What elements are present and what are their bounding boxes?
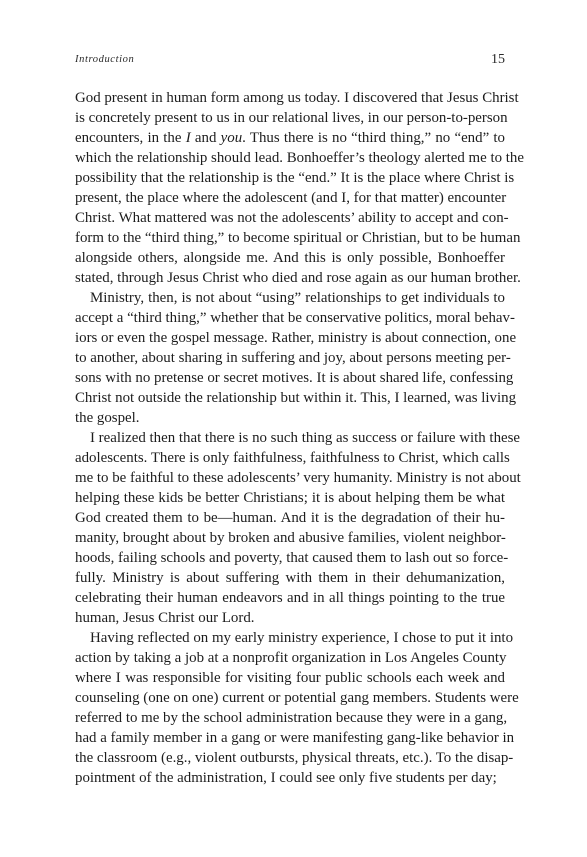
- text-line: [75, 208, 509, 228]
- text-line: [75, 188, 505, 208]
- page-number: 15: [491, 52, 505, 67]
- text-line: [75, 228, 521, 248]
- text-line: [75, 328, 517, 348]
- italic-text: I: [185, 130, 191, 146]
- text-run: celebrating their human endeavors and in all things pointing to the true: [75, 590, 505, 606]
- text-line: [75, 728, 515, 748]
- text-run: and: [190, 130, 221, 146]
- text-line: [75, 168, 515, 188]
- paragraph: [75, 88, 524, 288]
- text-run: the classroom (e.g., violent outbursts, physical threats, etc.). To the disap-: [75, 750, 514, 766]
- text-line: [75, 528, 505, 548]
- text-run: Christ not outside the relationship but within it. This, I learned, was living: [75, 390, 517, 406]
- running-head-title: Introduction: [75, 54, 135, 65]
- text-run: fully. Ministry is about suffering with them in their dehumanization,: [75, 570, 505, 586]
- text-line: [75, 688, 519, 708]
- text-line: [75, 608, 505, 628]
- text-run: Having reflected on my early ministry experience, I chose to put it into: [90, 630, 514, 646]
- text-run: pointment of the administration, I could see only five students per day;: [75, 770, 497, 786]
- text-run: counseling (one on one) current or potential gang members. Students were: [75, 690, 519, 706]
- text-run: human, Jesus Christ our Lord.: [75, 610, 255, 626]
- body-text: [75, 88, 524, 788]
- text-line: [75, 108, 508, 128]
- paragraph: [75, 288, 517, 428]
- text-line: [75, 708, 508, 728]
- text-line: [75, 248, 505, 268]
- text-run: . Thus there is no “third thing,” no “end” to: [242, 130, 505, 146]
- running-head: [75, 52, 505, 70]
- text-run: accept a “third thing,” whether that be conservative politics, moral behav-: [75, 310, 515, 326]
- paragraph: [75, 628, 519, 788]
- text-line: [75, 508, 505, 528]
- text-run: God created them to be—human. And it is the degradation of their hu-: [75, 510, 505, 526]
- text-run: is concretely present to us in our relational lives, in our person-to-person: [75, 110, 508, 126]
- italic-text: you: [220, 130, 243, 146]
- text-line: [75, 388, 517, 408]
- text-line: [75, 268, 521, 288]
- text-run: manity, brought about by broken and abusive families, violent neighbor-: [75, 530, 506, 546]
- text-line: [75, 88, 519, 108]
- text-line: [75, 408, 505, 428]
- text-run: me to be faithful to these adolescents’ very humanity. Ministry is not about: [75, 470, 521, 486]
- text-run: adolescents. There is only faithfulness, faithfulness to Christ, which calls: [75, 450, 510, 466]
- text-run: God present in human form among us today. I discovered that Jesus Christ: [75, 90, 519, 106]
- text-line: [75, 468, 521, 488]
- text-run: Christ. What mattered was not the adolescents’ ability to accept and con-: [75, 210, 509, 226]
- text-line: [75, 488, 505, 508]
- text-run: form to the “third thing,” to become spiritual or Christian, but to be human: [75, 230, 521, 246]
- text-run: I realized then that there is no such thing as success or failure with these: [90, 430, 521, 446]
- text-line: [75, 568, 505, 588]
- text-run: to another, about sharing in suffering and joy, about persons meeting per-: [75, 350, 511, 366]
- text-line: [75, 748, 514, 768]
- text-line: [75, 288, 505, 308]
- text-run: where I was responsible for visiting four public schools each week and: [75, 670, 505, 686]
- text-line: [75, 428, 521, 448]
- text-line: [75, 628, 514, 648]
- text-run: action by taking a job at a nonprofit organization in Los Angeles County: [75, 650, 507, 666]
- text-run: referred to me by the school administration because they were in a gang,: [75, 710, 508, 726]
- text-line: [75, 368, 514, 388]
- text-run: Ministry, then, is not about “using” relationships to get individuals to: [90, 290, 505, 306]
- text-line: [75, 648, 505, 668]
- text-line: [75, 448, 510, 468]
- text-run: which the relationship should lead. Bonhoeffer’s theology alerted me to the: [75, 150, 524, 166]
- paragraph: [75, 428, 521, 628]
- text-run: the gospel.: [75, 410, 140, 426]
- text-line: [75, 148, 524, 168]
- text-run: encounters, in the: [75, 130, 186, 146]
- text-run: stated, through Jesus Christ who died and rose again as our human brother.: [75, 270, 521, 286]
- text-line: [75, 588, 505, 608]
- text-line: [75, 128, 505, 148]
- text-line: [75, 348, 511, 368]
- text-run: iors or even the gospel message. Rather, ministry is about connection, one: [75, 330, 517, 346]
- text-run: possibility that the relationship is the “end.” It is the place where Christ is: [75, 170, 515, 186]
- text-run: sons with no pretense or secret motives. It is about shared life, confessing: [75, 370, 514, 386]
- text-run: hoods, failing schools and poverty, that caused them to lash out so force-: [75, 550, 509, 566]
- text-run: present, the place where the adolescent (and I, for that matter) encounter: [75, 190, 507, 206]
- text-line: [75, 308, 515, 328]
- text-line: [75, 668, 505, 688]
- text-run: alongside others, alongside me. And this is only possible, Bonhoeffer: [75, 250, 505, 266]
- text-run: had a family member in a gang or were manifesting gang-like behavior in: [75, 730, 515, 746]
- text-run: helping these kids be better Christians; it is about helping them be what: [75, 490, 505, 506]
- text-line: [75, 768, 505, 788]
- text-line: [75, 548, 509, 568]
